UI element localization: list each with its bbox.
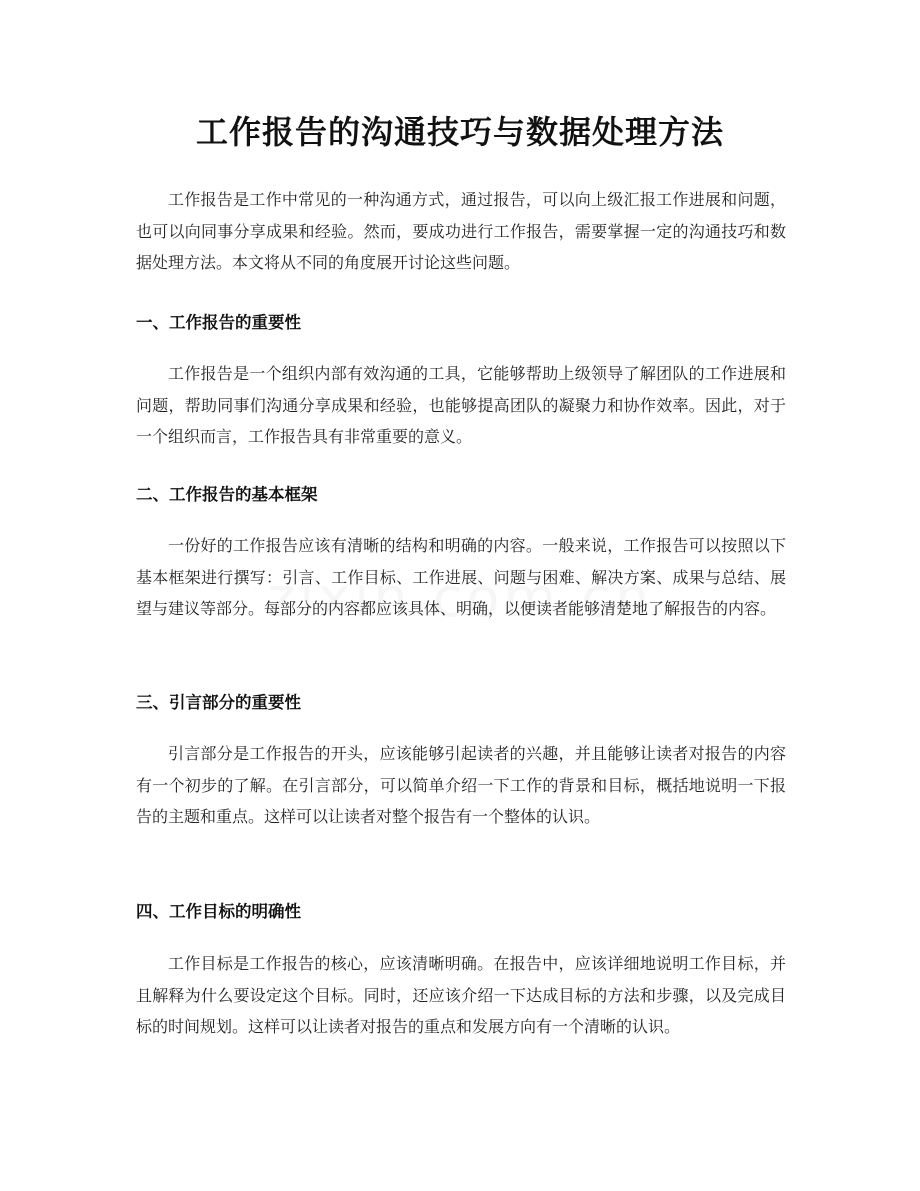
section-heading-1: 一、工作报告的重要性 [136, 313, 301, 332]
section-body-4: 工作目标是工作报告的核心，应该清晰明确。在报告中，应该详细地说明工作目标，并且解释为什么要设定这个目标。同时，还应该介绍一下达成目标的方法和步骤，以及完成目标的时间规划。这样可以让读者对报告的重点和发展方向有一个清晰的认识。 [136, 954, 786, 1036]
intro-paragraph: 工作报告是工作中常见的一种沟通方式，通过报告，可以向上级汇报工作进展和问题，也可以向同事分享成果和经验。然而，要成功进行工作报告，需要掌握一定的沟通技巧和数据处理方法。本文将从不同的角度展开讨论这些问题。 [136, 190, 786, 272]
document-title: 工作报告的沟通技巧与数据处理方法 [195, 113, 724, 151]
section-body-1: 工作报告是一个组织内部有效沟通的工具，它能够帮助上级领导了解团队的工作进展和问题，帮助同事们沟通分享成果和经验，也能够提高团队的凝聚力和协作效率。因此，对于一个组织而言，工作报告具有非常重要的意义。 [136, 364, 786, 446]
section-heading-2: 二、工作报告的基本框架 [136, 485, 318, 504]
section-heading-4: 四、工作目标的明确性 [136, 902, 301, 921]
section-body-3: 引言部分是工作报告的开头，应该能够引起读者的兴趣，并且能够让读者对报告的内容有一个初步的了解。在引言部分，可以简单介绍一下工作的背景和目标，概括地说明一下报告的主题和重点。这样可以让读者对整个报告有一个整体的认识。 [136, 744, 786, 826]
section-heading-3: 三、引言部分的重要性 [136, 693, 301, 712]
section-body-2: 一份好的工作报告应该有清晰的结构和明确的内容。一般来说，工作报告可以按照以下基本框架进行撰写：引言、工作目标、工作进展、问题与困难、解决方案、成果与总结、展望与建议等部分。每部分的内容都应该具体、明确，以便读者能够清楚地了解报告的内容。 [136, 536, 786, 618]
